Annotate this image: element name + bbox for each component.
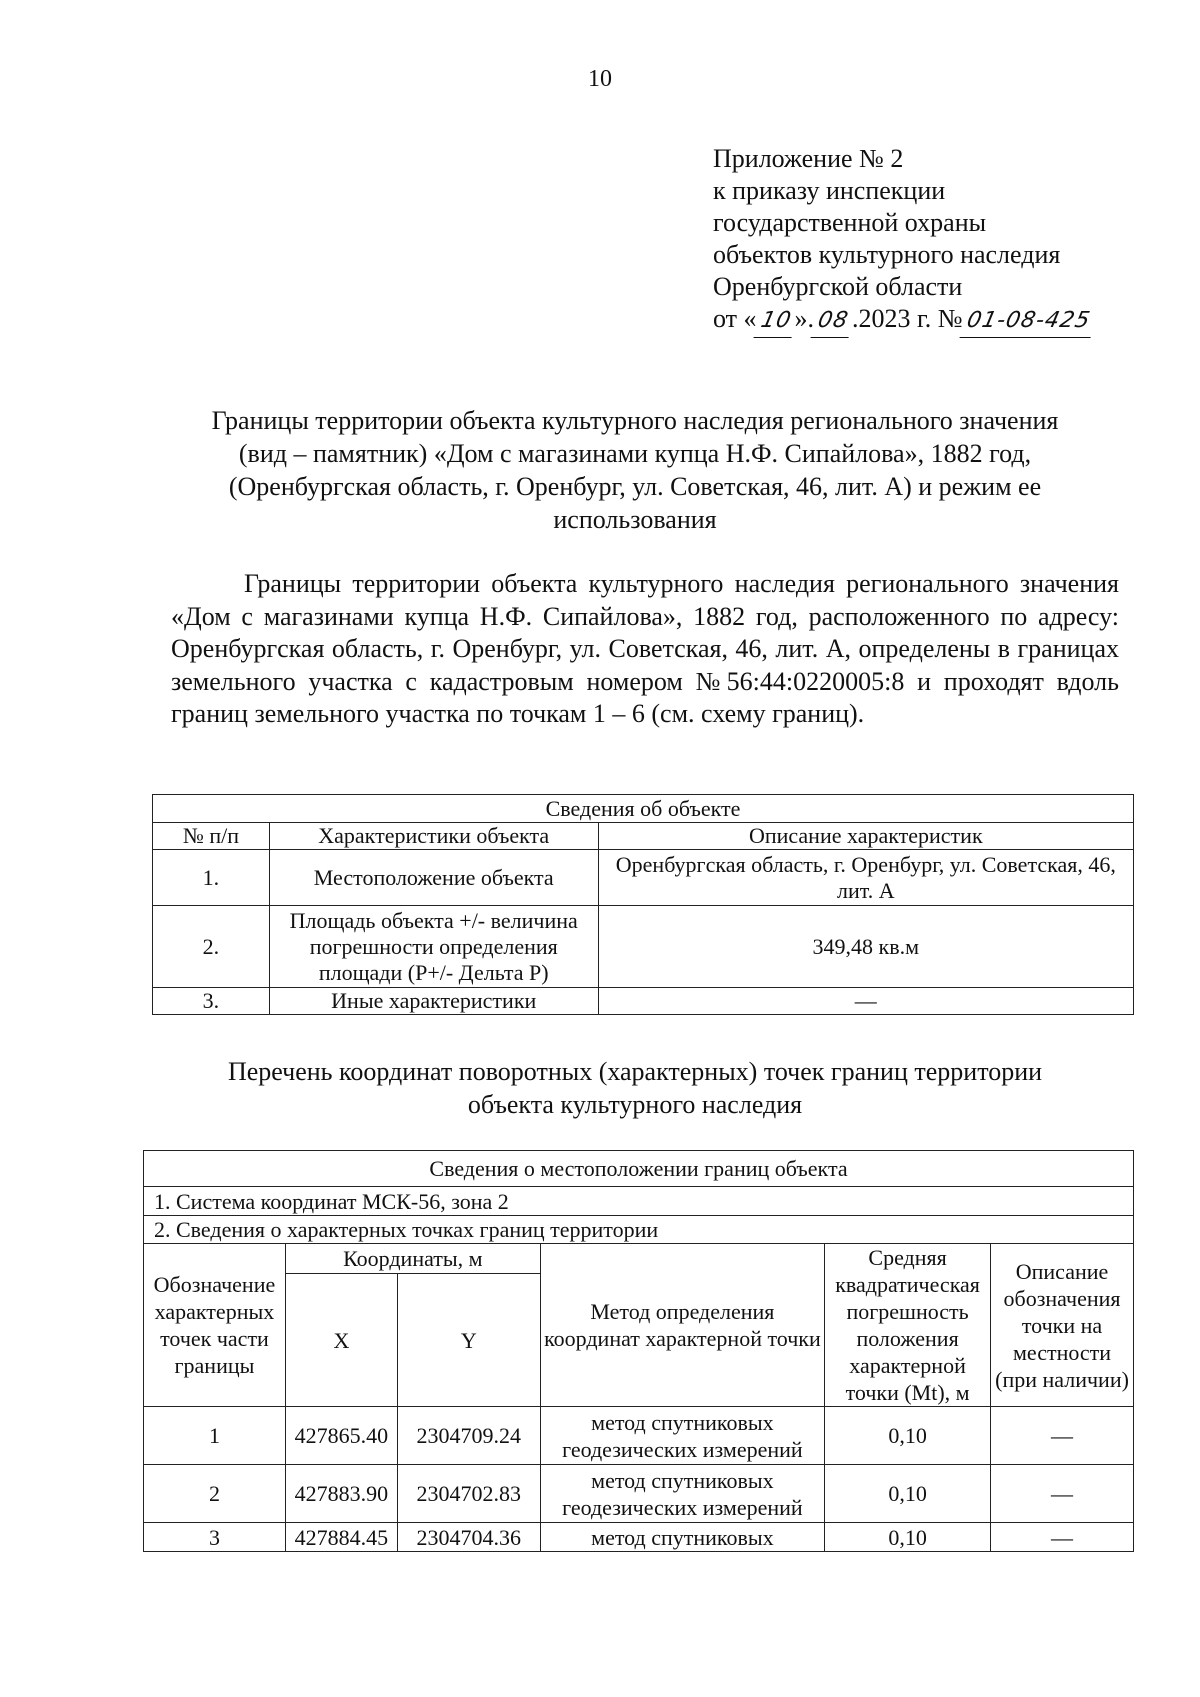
mean-error: 0,10 bbox=[825, 1465, 991, 1523]
point-number: 2 bbox=[144, 1465, 286, 1523]
appendix-line: государственной охраны bbox=[713, 208, 987, 237]
method: метод спутниковых геодезических измерений bbox=[540, 1465, 824, 1523]
table-caption: Сведения об объекте bbox=[153, 795, 1134, 823]
point-description: — bbox=[991, 1465, 1134, 1523]
header-x: X bbox=[285, 1274, 397, 1407]
date-mid: ». bbox=[794, 304, 815, 333]
document-title bbox=[150, 404, 1120, 536]
appendix-date-line bbox=[713, 303, 1093, 338]
header-y: Y bbox=[397, 1274, 540, 1407]
header-method: Метод определения координат характерной точки bbox=[540, 1244, 824, 1407]
mean-error: 0,10 bbox=[825, 1523, 991, 1552]
subtitle-line: объекта культурного наследия bbox=[467, 1090, 803, 1119]
date-suffix: .2023 г. № bbox=[852, 304, 963, 333]
table-row bbox=[144, 1465, 1134, 1523]
table-row bbox=[153, 850, 1134, 906]
points-caption: 2. Сведения о характерных точках границ территории bbox=[144, 1216, 1134, 1244]
appendix-block bbox=[713, 143, 1093, 338]
body-paragraph bbox=[171, 568, 1119, 731]
header-coordinates: Координаты, м bbox=[285, 1244, 540, 1274]
point-description: — bbox=[991, 1407, 1134, 1465]
characteristic-description: — bbox=[598, 988, 1133, 1015]
handwritten-month: 08 bbox=[811, 305, 856, 338]
coordinate-y: 2304709.24 bbox=[397, 1407, 540, 1465]
header-error: Средняя квадратическая погрешность положения характерной точки (Mt), м bbox=[825, 1244, 991, 1407]
paragraph-text: Границы территории объекта культурного наследия регионального значения «Дом с магазинами купца Н.Ф. Сипайлова», 1882 год, расположенного по адресу: Оренбургская область, г. Оренбург, ул. Советская, 46, лит. А, определены в границах земельного участка с кадастровым номером №56:44:0220005:8 и проходят вдоль границ земельного участка по точкам 1 – 6 (см. схему границ). bbox=[171, 569, 1119, 728]
title-line: Границы территории объекта культурного наследия регионального значения bbox=[211, 406, 1059, 435]
method: метод спутниковых геодезических измерений bbox=[540, 1407, 824, 1465]
table-row bbox=[153, 988, 1134, 1015]
mean-error: 0,10 bbox=[825, 1407, 991, 1465]
characteristic-name: Иные характеристики bbox=[269, 988, 598, 1015]
point-description: — bbox=[991, 1523, 1134, 1552]
coordinates-title bbox=[150, 1055, 1120, 1121]
header-designation: Обозначение характерных точек части границы bbox=[144, 1244, 286, 1407]
table-row bbox=[144, 1407, 1134, 1465]
characteristic-name: Местоположение объекта bbox=[269, 850, 598, 906]
appendix-line: Оренбургской области bbox=[713, 272, 963, 301]
table-caption: Сведения о местоположении границ объекта bbox=[144, 1151, 1134, 1187]
header-description: Описание обозначения точки на местности (при наличии) bbox=[991, 1244, 1134, 1407]
object-info-table bbox=[152, 794, 1134, 1015]
characteristic-description: Оренбургская область, г. Оренбург, ул. Советская, 46, лит. А bbox=[598, 850, 1133, 906]
characteristic-name: Площадь объекта +/- величина погрешности определения площади (Р+/- Дельта Р) bbox=[269, 906, 598, 988]
page-number: 10 bbox=[588, 66, 612, 92]
date-prefix: от « bbox=[713, 304, 757, 333]
title-line: использования bbox=[553, 505, 717, 534]
appendix-line: Приложение № 2 bbox=[713, 144, 904, 173]
handwritten-order-number: 01-08-425 bbox=[959, 305, 1097, 338]
point-number: 1 bbox=[144, 1407, 286, 1465]
handwritten-day: 10 bbox=[753, 305, 798, 338]
title-line: (Оренбургская область, г. Оренбург, ул. Советская, 46, лит. А) и режим ее bbox=[228, 472, 1042, 501]
coordinate-x: 427865.40 bbox=[285, 1407, 397, 1465]
subtitle-line: Перечень координат поворотных (характерных) точек границ территории bbox=[227, 1057, 1043, 1086]
table-row bbox=[153, 906, 1134, 988]
coordinate-y: 2304702.83 bbox=[397, 1465, 540, 1523]
appendix-line: к приказу инспекции bbox=[713, 176, 946, 205]
appendix-line: объектов культурного наследия bbox=[713, 240, 1061, 269]
row-number: 2. bbox=[153, 906, 270, 988]
column-header: № п/п bbox=[153, 823, 270, 850]
coordinate-system: 1. Система координат МСК-56, зона 2 bbox=[144, 1187, 1134, 1216]
coordinate-y: 2304704.36 bbox=[397, 1523, 540, 1552]
characteristic-description: 349,48 кв.м bbox=[598, 906, 1133, 988]
point-number: 3 bbox=[144, 1523, 286, 1552]
row-number: 1. bbox=[153, 850, 270, 906]
method: метод спутниковых bbox=[540, 1523, 824, 1552]
table-row bbox=[144, 1523, 1134, 1552]
row-number: 3. bbox=[153, 988, 270, 1015]
coordinate-x: 427883.90 bbox=[285, 1465, 397, 1523]
title-line: (вид – памятник) «Дом с магазинами купца Н.Ф. Сипайлова», 1882 год, bbox=[238, 439, 1032, 468]
column-header: Характеристики объекта bbox=[269, 823, 598, 850]
coordinate-x: 427884.45 bbox=[285, 1523, 397, 1552]
coordinates-table bbox=[143, 1150, 1134, 1552]
column-header: Описание характеристик bbox=[598, 823, 1133, 850]
